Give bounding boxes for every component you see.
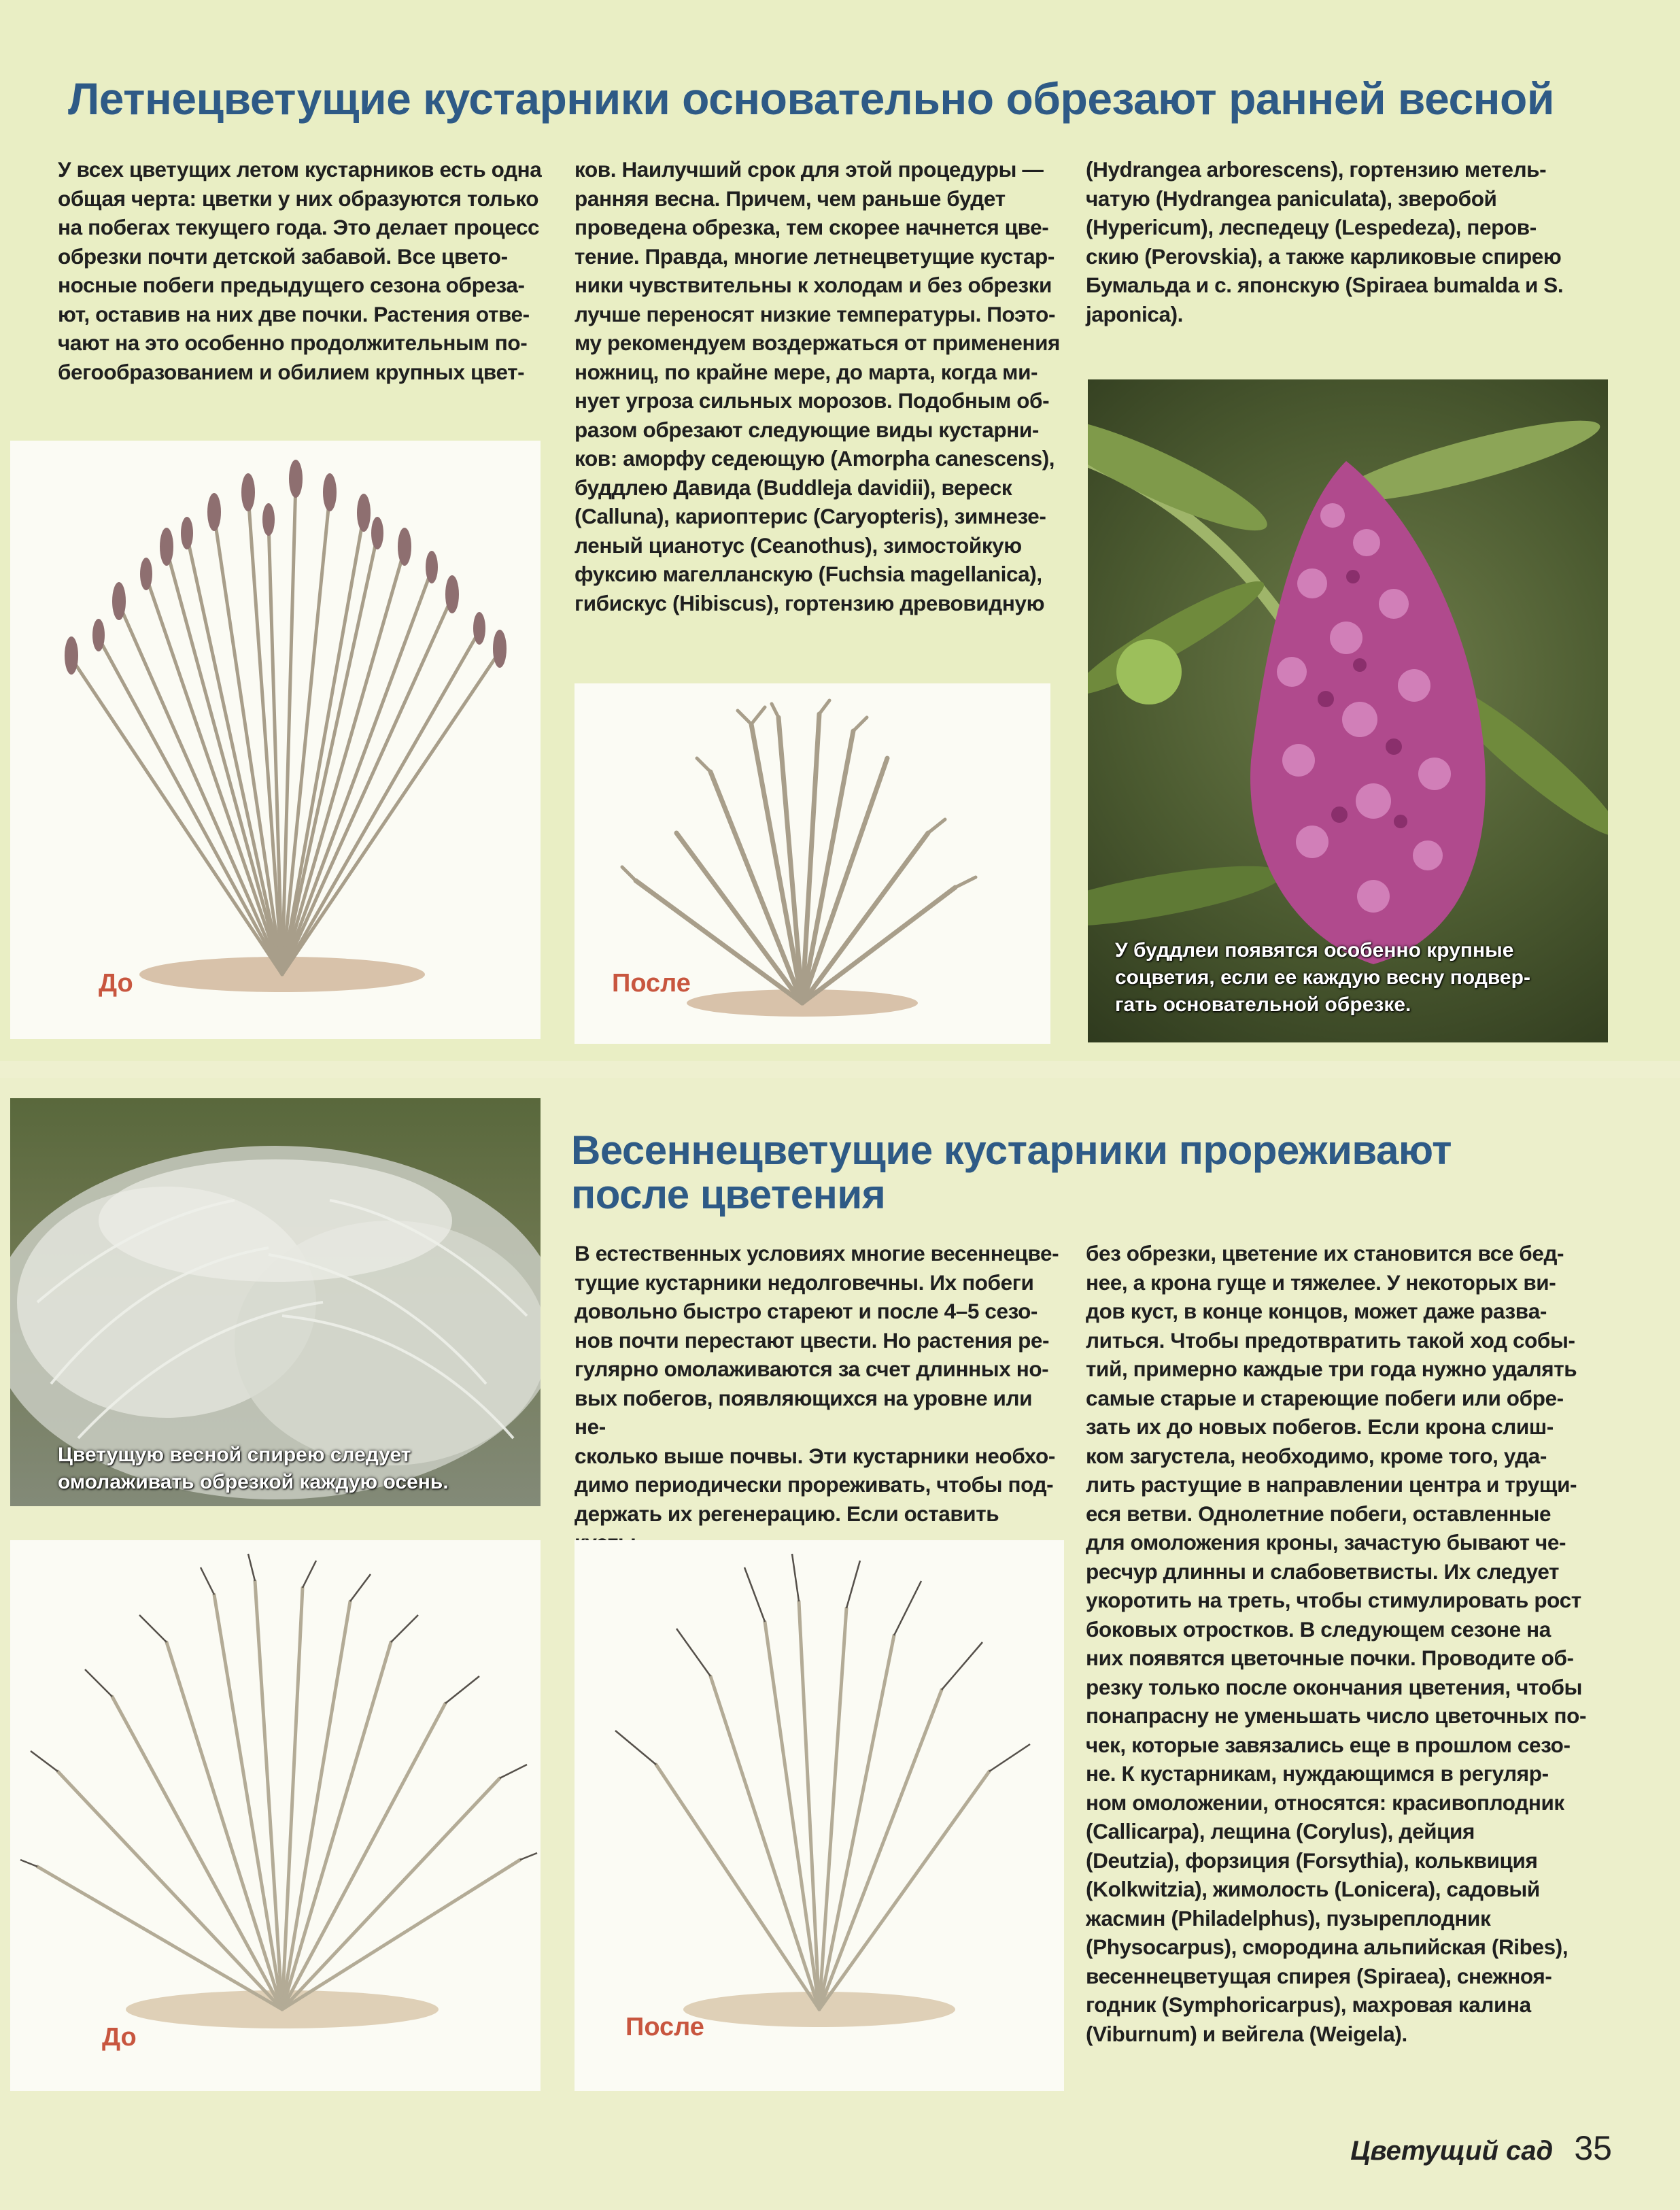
spring-text-col-1: В естественных условиях многие весеннецве- тущие кустарники недолговечны. Их побеги довольно быстро стареют и после 4–5 сезо- нов почти перестают цвести. Но растения ре- гулярно омолаживаются за счет длинных но- вых побегов, появляющихся на уровне или не- сколько выше почвы. Эти кустарники необхо- димо периодически прореживать, чтобы под- держать их регенерацию. Если оставить <box>575 1241 1059 1526</box>
spring-before-label: До <box>102 2023 137 2052</box>
spring-title-line-1: Весеннецветущие кустарники прореживают <box>571 1127 1452 1173</box>
summer-section-title: Летнецветущие кустарники основательно обрезают ранней весной <box>68 73 1554 124</box>
page-footer <box>1350 2128 1612 2168</box>
spring-title-line-2: после цветения <box>571 1171 886 1217</box>
summer-before-illustration <box>10 441 541 1039</box>
summer-text-col-1: У всех цветущих летом кустарников есть одна общая черта: цветки у них образуются только на побегах текущего года. Это делает процесс обрезки почти детской забавой. Все цвето- носные побеги предыдущего сезона обреза- ют, оставив на них две почки. Растения отве- чают на это особенно продолжительным по- бегообразованием и обилием крупных цвет- <box>58 157 542 384</box>
spring-text-col-2: без обрезки, цветение их становится все бед- нее, а крона гуще и тяжелее. У некоторых ви- дов куст, в конце концов, может даже развa- литься. Чтобы предотвратить такой ход собы- тий, примерно каждые три года нужно удалять самые старые и стареющие побеги или обре- зать их до новых побегов. Если крона слиш- ком загустела, необходимо, кроме того, уда- лить растущие в направлении центра и трущи- еся ветви. Однолетние побеги, оставленные для омоложения кроны, зачастую бывают че- ресчур длинны и слабоветвисты. Их следует укоротить на треть, чтобы стимулировать рост боковых отростков. В следующем сезоне на них появятся цветочные почки. Проводите об- резку только после окончания цветения, чтобы понапрасну не уменьшать число цветочных по- чек, которые завязались еще в прошлом сезо- не. К кустарникам, нуждающимся в регуляр- ном омоложении, относятся: красивоплодник (Callicarpa), лещина (Corylus), дейция (Deutzia), форзиция (Forsythia), кольквиция (Kolkwitzia), жимолость (Lonicera), садовый жасмин (Philadelphus), пузыреплодник (Physocarpus), смородина альпийская (Ribes), весеннецветущая спирея (Spiraea), снежноя- годник (Symphoricarpus), махровая калина (Viburnum) и вейгела (Weigela). <box>1086 1241 1587 2046</box>
summer-before-label: До <box>99 969 133 998</box>
spring-after-illustration <box>575 1540 1064 2091</box>
spiraea-caption: Цветущую весной спирею следует омолаживать обрезкой каждую осень. <box>58 1444 449 1493</box>
footer-title: Цветущий сад <box>1350 2136 1554 2166</box>
summer-after-label: После <box>612 969 691 998</box>
page-number: 35 <box>1574 2129 1612 2167</box>
summer-text-col-2: ков. Наилучший срок для этой процедуры — ранняя весна. Причем, чем раньше будет проведена обрезка, тем скорее начнется цве- тение. Правда, многие летнецветущие кустар- ники чувствительны к холодам и без обрезки лучше переносят низкие температуры. Поэто- му рекомендуем воздержаться от применения ножниц, по крайне мере, до марта, когда ми- нует угроза сильных морозов. Подобным об- разом обрезают следующие виды кустарни- ков: аморфу седеющую (Amorpha canescens), буддлею Давида (Buddleja davidii), вереск (Calluna), кариоптерис (Caryopteris), зимнезе- леный цианотус (Ceanothus), зимостойкую фуксию магелланскую (Fuchsia magellanica), гибискус (Hibiscus), гортензию древовидную <box>575 157 1061 615</box>
spring-before-illustration <box>10 1540 541 2091</box>
buddleja-caption: У буддлеи появятся особенно крупные соцветия, если ее каждую весну подвер- гать основательной обрезке. <box>1115 939 1530 1016</box>
spring-section-title <box>571 1129 1591 1217</box>
spring-after-label: После <box>625 2013 704 2041</box>
summer-text-col-3: (Hydrangea arborescens), гортензию метель- чатую (Hydrangea paniculata), зверобой (Hypericum), леспедецу (Lespedeza), перов- скию (Perovskia), а также карликовые спирею Бумальда и с. японскую (Spiraea bumalda и S. japonica). <box>1086 157 1564 326</box>
